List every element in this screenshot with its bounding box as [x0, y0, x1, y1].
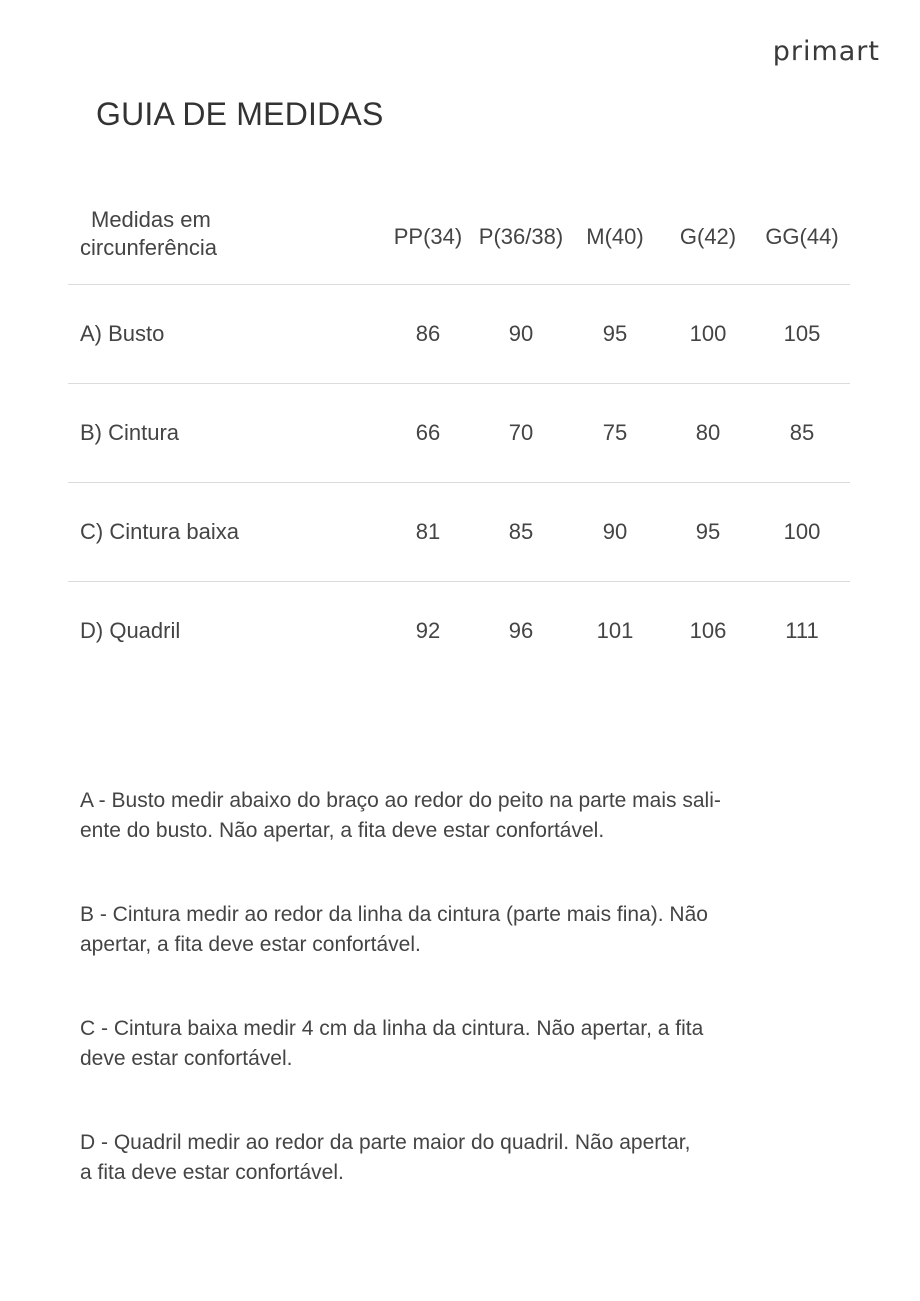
table-cell: 85	[508, 519, 534, 544]
column-header-pp: PP(34)	[393, 224, 463, 249]
table-cell: 75	[602, 420, 628, 445]
table-cell: 86	[415, 321, 441, 346]
row-label: B) Cintura	[80, 420, 180, 445]
note-line: C - Cintura baixa medir 4 cm da linha da cintura. Não apertar, a fita	[80, 1017, 704, 1040]
table-corner-label	[80, 206, 250, 262]
table-cell: 66	[415, 420, 441, 445]
table-header	[68, 204, 850, 285]
page-title: GUIA DE MEDIDAS	[96, 96, 384, 132]
table-cell: 85	[789, 420, 815, 445]
note-line: a fita deve estar confortável.	[80, 1161, 344, 1184]
size-table	[68, 204, 850, 680]
table-row-cintura-baixa	[68, 483, 850, 582]
table-cell: 95	[602, 321, 628, 346]
row-label: C) Cintura baixa	[80, 519, 239, 544]
table-cell: 81	[415, 519, 441, 544]
column-header-gg: GG(44)	[765, 224, 839, 249]
note-quadril	[80, 1128, 850, 1188]
table-cell: 90	[508, 321, 534, 346]
brand-logo: primart	[772, 36, 880, 67]
table-cell: 92	[415, 618, 441, 643]
note-line: D - Quadril medir ao redor da parte maior do quadril. Não apertar,	[80, 1131, 691, 1154]
column-header-g: G(42)	[679, 224, 737, 249]
column-header-m: M(40)	[586, 224, 644, 249]
table-cell: 101	[596, 618, 634, 643]
table-cell: 100	[783, 519, 821, 544]
note-busto	[80, 786, 850, 846]
table-cell: 100	[689, 321, 727, 346]
note-cintura-baixa	[80, 1014, 850, 1074]
corner-label-line1: Medidas em	[91, 207, 211, 232]
table-row-quadril	[68, 582, 850, 680]
table-cell: 105	[783, 321, 821, 346]
note-line: A - Busto medir abaixo do braço ao redor do peito na parte mais sali-	[80, 789, 721, 812]
table-row-cintura	[68, 384, 850, 483]
table-cell: 70	[508, 420, 534, 445]
row-label: A) Busto	[80, 321, 165, 346]
note-line: ente do busto. Não apertar, a fita deve estar confortável.	[80, 819, 605, 842]
table-cell: 106	[689, 618, 727, 643]
table-cell: 111	[785, 618, 819, 643]
note-cintura	[80, 900, 850, 960]
table-cell: 90	[602, 519, 628, 544]
table-cell: 95	[695, 519, 721, 544]
table-cell: 80	[695, 420, 721, 445]
row-label: D) Quadril	[80, 618, 181, 643]
note-line: deve estar confortável.	[80, 1047, 293, 1070]
table-cell: 96	[508, 618, 534, 643]
measurement-instructions	[80, 786, 850, 1242]
note-line: apertar, a fita deve estar confortável.	[80, 933, 421, 956]
corner-label-line2: circunferência	[80, 235, 217, 260]
note-line: B - Cintura medir ao redor da linha da cintura (parte mais fina). Não	[80, 903, 708, 926]
table-row-busto	[68, 285, 850, 384]
column-header-p: P(36/38)	[478, 224, 564, 249]
